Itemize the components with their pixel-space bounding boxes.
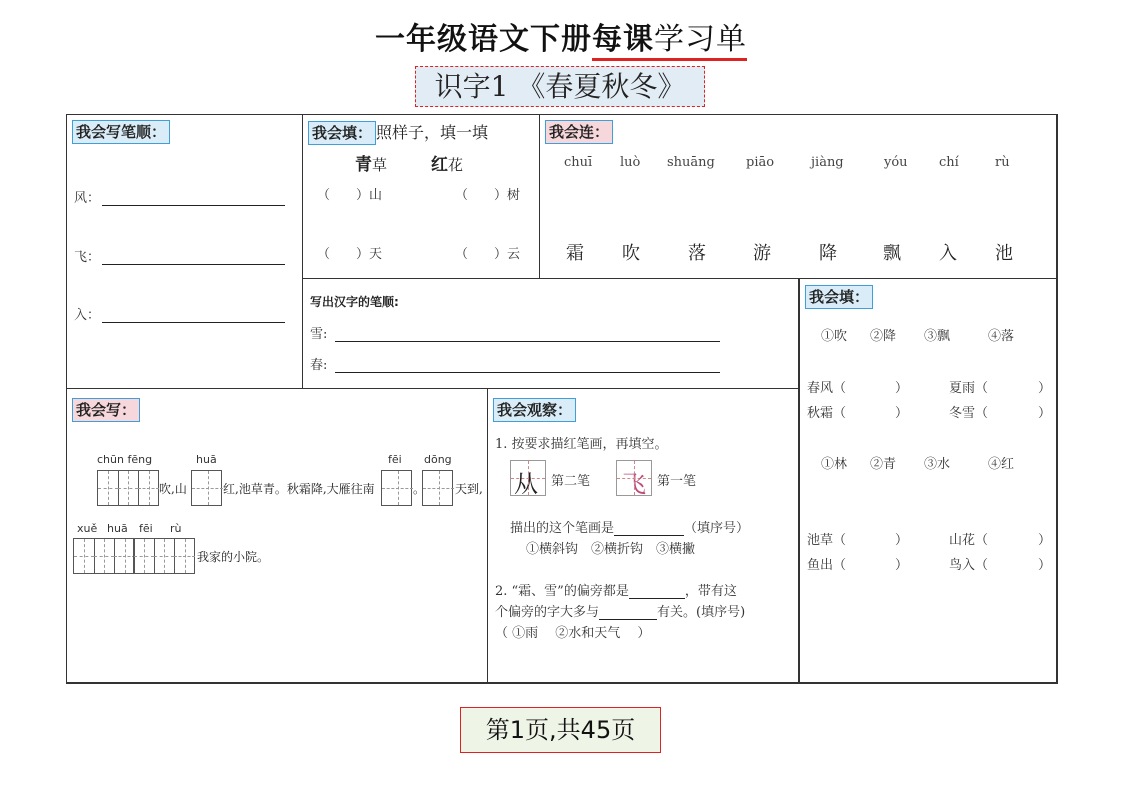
grid-text: 我家的小院。 bbox=[197, 550, 270, 564]
write-strokes-section bbox=[302, 278, 800, 389]
question-1: 1. 按要求描红笔画，再填空。 bbox=[495, 437, 668, 452]
answer-line[interactable] bbox=[335, 372, 720, 373]
fill-row-close[interactable]: ） bbox=[895, 558, 909, 573]
answer-line[interactable] bbox=[102, 205, 285, 206]
page-indicator: 第1页,共45页 bbox=[460, 707, 661, 753]
fill-pattern-instruction: 照样子，填一填 bbox=[376, 123, 489, 142]
fill-row-label: 池草（ bbox=[807, 533, 847, 548]
fill-pattern-header bbox=[308, 120, 488, 145]
fill-row-close[interactable]: ） bbox=[1038, 406, 1052, 421]
pinyin: fēi bbox=[139, 522, 153, 535]
observe-tag: 我会观察： bbox=[493, 398, 576, 422]
write-strokes-item: 雪: bbox=[310, 323, 720, 342]
fill-blank[interactable]: （ ）云 bbox=[455, 247, 521, 262]
answer-line[interactable] bbox=[629, 598, 685, 599]
hanzi[interactable]: 降 bbox=[819, 243, 837, 264]
stroke-order-item: 风： bbox=[74, 187, 285, 206]
fill-blank[interactable]: （ ）山 bbox=[317, 188, 383, 203]
hanzi[interactable]: 游 bbox=[753, 243, 771, 264]
pinyin: chí bbox=[939, 155, 959, 170]
write-section bbox=[66, 388, 488, 684]
option: ①林 bbox=[821, 457, 848, 472]
answer-line[interactable] bbox=[614, 535, 684, 536]
worksheet-table bbox=[66, 114, 1057, 683]
fill-row-close[interactable]: ） bbox=[1038, 381, 1052, 396]
option: ②青 bbox=[870, 457, 897, 472]
connect-tag: 我会连： bbox=[545, 120, 613, 144]
observe-section bbox=[487, 388, 800, 684]
pattern-example-1: 青草 bbox=[355, 155, 388, 175]
option: ③水 bbox=[924, 457, 951, 472]
fill-row-label: 冬雪（ bbox=[949, 406, 989, 421]
title-underlined bbox=[592, 22, 747, 61]
fill-row-label: 春风（ bbox=[807, 381, 847, 396]
hanzi[interactable]: 吹 bbox=[622, 243, 640, 264]
answer-line[interactable] bbox=[599, 619, 657, 620]
grid-text: 。 bbox=[413, 482, 426, 496]
page-title bbox=[0, 14, 1122, 58]
fill-row-label: 鸟入（ bbox=[949, 558, 989, 573]
pinyin: shuāng bbox=[667, 155, 715, 170]
grid-text: 吹,山 bbox=[159, 482, 187, 496]
write-strokes-item: 春: bbox=[310, 354, 720, 373]
pinyin: yóu bbox=[884, 155, 908, 170]
q1-fill: 描出的这个笔画是 （填序号） bbox=[510, 521, 750, 536]
q2-line1: 2. “霜、雪”的偏旁都是 ，带有这 bbox=[495, 584, 737, 599]
write-tag: 我会写： bbox=[72, 398, 140, 422]
hanzi[interactable]: 入 bbox=[939, 243, 957, 264]
stroke-label: 第一笔 bbox=[657, 474, 697, 489]
fill-row-label: 鱼出（ bbox=[807, 558, 847, 573]
stroke-order-tag: 我会写笔顺： bbox=[72, 120, 170, 144]
q1-options: ①横斜钩 ②横折钩 ③横撇 bbox=[526, 542, 696, 557]
q2-line2: 个偏旁的字大多与 有关。(填序号) bbox=[495, 605, 746, 620]
fill-right-section bbox=[798, 278, 1058, 684]
fill-row-close[interactable]: ） bbox=[1038, 533, 1052, 548]
pinyin: xuě bbox=[77, 522, 98, 535]
stroke-trace-box[interactable] bbox=[510, 460, 546, 496]
fill-row-close[interactable]: ） bbox=[895, 533, 909, 548]
fill-blank[interactable]: （ ）树 bbox=[455, 188, 521, 203]
option: ④红 bbox=[988, 457, 1015, 472]
fill-right-tag: 我会填： bbox=[805, 285, 873, 309]
pinyin: jiàng bbox=[811, 155, 844, 170]
pinyin: fēi bbox=[388, 453, 402, 466]
pattern-example-2: 红花 bbox=[431, 155, 464, 175]
pinyin: chuī bbox=[564, 155, 593, 170]
answer-line[interactable] bbox=[335, 341, 720, 342]
stroke-trace-box[interactable] bbox=[616, 460, 652, 496]
title-part-3: 学习单 bbox=[654, 22, 747, 57]
hanzi[interactable]: 落 bbox=[688, 243, 706, 264]
pinyin: luò bbox=[620, 155, 641, 170]
option: ③飘 bbox=[924, 329, 951, 344]
writing-grid[interactable] bbox=[381, 470, 412, 506]
option: ②降 bbox=[870, 329, 897, 344]
pinyin: dōng bbox=[424, 453, 452, 466]
answer-line[interactable] bbox=[102, 264, 285, 265]
pinyin: huā bbox=[107, 522, 128, 535]
write-strokes-title: 写出汉字的笔顺: bbox=[310, 295, 399, 309]
q2-options: （ ①雨 ②水和天气 ） bbox=[495, 626, 651, 641]
answer-line[interactable] bbox=[102, 322, 285, 323]
fill-pattern-tag: 我会填： bbox=[308, 121, 376, 145]
stroke-order-section bbox=[66, 114, 303, 389]
hanzi[interactable]: 池 bbox=[995, 243, 1013, 264]
pinyin: rù bbox=[995, 155, 1010, 170]
fill-row-close[interactable]: ） bbox=[895, 406, 909, 421]
fill-row-label: 夏雨（ bbox=[949, 381, 989, 396]
pinyin: piāo bbox=[746, 155, 775, 170]
pinyin: chūn fēng bbox=[97, 453, 153, 466]
title-part-2: 每课 bbox=[592, 22, 654, 57]
writing-grid[interactable] bbox=[422, 470, 453, 506]
stroke-order-item: 飞： bbox=[74, 246, 285, 265]
writing-grid[interactable] bbox=[191, 470, 222, 506]
trace-char: 从 bbox=[514, 470, 538, 498]
option: ④落 bbox=[988, 329, 1015, 344]
fill-pattern-section bbox=[302, 114, 540, 279]
pinyin: rù bbox=[170, 522, 182, 535]
trace-char: 飞 bbox=[622, 470, 646, 498]
hanzi[interactable]: 霜 bbox=[566, 243, 584, 264]
lesson-subtitle: 识字1 《春夏秋冬》 bbox=[415, 66, 705, 107]
fill-row-label: 山花（ bbox=[949, 533, 989, 548]
connect-section bbox=[539, 114, 1058, 279]
pinyin: huā bbox=[196, 453, 217, 466]
stroke-label: 第二笔 bbox=[551, 474, 591, 489]
title-part-1: 一年级语文下册 bbox=[375, 22, 592, 57]
stroke-order-item: 入： bbox=[74, 304, 285, 323]
fill-blank[interactable]: （ ）天 bbox=[317, 247, 383, 262]
option: ①吹 bbox=[821, 329, 848, 344]
writing-grid[interactable] bbox=[133, 538, 195, 574]
writing-grid[interactable] bbox=[97, 470, 159, 506]
hanzi[interactable]: 飘 bbox=[883, 243, 901, 264]
fill-row-close[interactable]: ） bbox=[895, 381, 909, 396]
grid-text: 红,池草青。秋霜降,大雁往南 bbox=[223, 482, 375, 496]
fill-row-close[interactable]: ） bbox=[1038, 558, 1052, 573]
grid-text: 天到, bbox=[455, 482, 483, 496]
fill-row-label: 秋霜（ bbox=[807, 406, 847, 421]
writing-grid[interactable] bbox=[73, 538, 135, 574]
